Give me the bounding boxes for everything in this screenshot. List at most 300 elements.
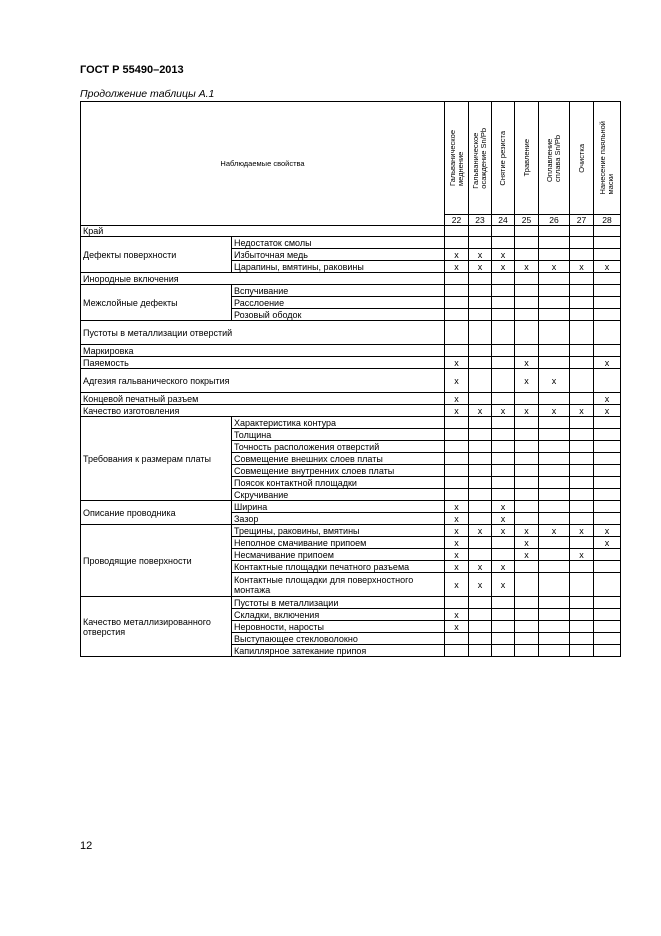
empty-cell [594, 321, 621, 345]
property-subitem: Точность расположения отверстий [232, 441, 445, 453]
table-row [81, 369, 621, 393]
empty-cell [515, 645, 539, 657]
mark-cell: x [539, 369, 570, 393]
mark-cell: x [445, 561, 469, 573]
page-number: 12 [80, 840, 93, 852]
column-header: Гальваническое меднение [445, 102, 469, 215]
column-number: 23 [469, 215, 492, 226]
empty-cell [515, 417, 539, 429]
property-subitem: Царапины, вмятины, раковины [232, 261, 445, 273]
empty-cell [492, 597, 515, 609]
empty-cell [594, 417, 621, 429]
empty-cell [539, 645, 570, 657]
property-subitem: Совмещение внутренних слоев платы [232, 465, 445, 477]
table-row [81, 226, 621, 237]
empty-cell [594, 226, 621, 237]
mark-cell: x [492, 513, 515, 525]
empty-cell [570, 249, 594, 261]
empty-cell [539, 226, 570, 237]
empty-cell [469, 417, 492, 429]
mark-cell: x [445, 369, 469, 393]
empty-cell [445, 453, 469, 465]
column-header: Гальваническое осаждение Sn/Pb [469, 102, 492, 215]
property-subitem: Скручивание [232, 489, 445, 501]
column-header: Очистка [570, 102, 594, 215]
empty-cell [445, 345, 469, 357]
column-number: 22 [445, 215, 469, 226]
mark-cell: x [570, 525, 594, 537]
table-row [81, 501, 621, 513]
empty-cell [570, 237, 594, 249]
mark-cell: x [445, 513, 469, 525]
empty-cell [469, 285, 492, 297]
mark-cell: x [469, 561, 492, 573]
empty-cell [469, 321, 492, 345]
mark-cell: x [539, 525, 570, 537]
empty-cell [515, 573, 539, 597]
property-category: Концевой печатный разъем [81, 393, 445, 405]
mark-cell: x [445, 573, 469, 597]
column-number: 26 [539, 215, 570, 226]
empty-cell [515, 633, 539, 645]
empty-cell [539, 501, 570, 513]
empty-cell [539, 345, 570, 357]
mark-cell: x [445, 537, 469, 549]
empty-cell [469, 297, 492, 309]
empty-cell [469, 429, 492, 441]
table-row [81, 417, 621, 429]
mark-cell: x [469, 261, 492, 273]
property-subitem: Складки, включения [232, 609, 445, 621]
mark-cell: x [445, 357, 469, 369]
empty-cell [469, 489, 492, 501]
empty-cell [594, 441, 621, 453]
empty-cell [594, 477, 621, 489]
empty-cell [492, 465, 515, 477]
property-category: Требования к размерам платы [81, 417, 232, 501]
mark-cell: x [492, 501, 515, 513]
empty-cell [539, 249, 570, 261]
empty-cell [570, 273, 594, 285]
table-row [81, 237, 621, 249]
empty-cell [539, 273, 570, 285]
property-category: Паяемость [81, 357, 445, 369]
empty-cell [515, 621, 539, 633]
empty-cell [539, 633, 570, 645]
column-number: 28 [594, 215, 621, 226]
mark-cell: x [492, 249, 515, 261]
empty-cell [570, 621, 594, 633]
empty-cell [570, 513, 594, 525]
empty-cell [445, 297, 469, 309]
property-category: Межслойные дефекты [81, 285, 232, 321]
empty-cell [469, 441, 492, 453]
empty-cell [492, 633, 515, 645]
empty-cell [570, 321, 594, 345]
property-subitem: Пустоты в металлизации [232, 597, 445, 609]
empty-cell [539, 573, 570, 597]
column-number: 24 [492, 215, 515, 226]
property-category: Край [81, 226, 445, 237]
empty-cell [469, 393, 492, 405]
empty-cell [515, 489, 539, 501]
empty-cell [539, 537, 570, 549]
empty-cell [445, 285, 469, 297]
mark-cell: x [469, 249, 492, 261]
mark-cell: x [594, 261, 621, 273]
mark-cell: x [594, 405, 621, 417]
column-header: Оплавление сплава Sn/Pb [539, 102, 570, 215]
empty-cell [570, 429, 594, 441]
empty-cell [469, 357, 492, 369]
column-header: Травление [515, 102, 539, 215]
empty-cell [469, 609, 492, 621]
property-category: Качество металлизированного отверстия [81, 597, 232, 657]
empty-cell [570, 393, 594, 405]
empty-cell [492, 345, 515, 357]
header-row [81, 102, 621, 215]
empty-cell [570, 645, 594, 657]
mark-cell: x [594, 357, 621, 369]
empty-cell [570, 537, 594, 549]
mark-cell: x [445, 261, 469, 273]
empty-cell [594, 633, 621, 645]
empty-cell [515, 429, 539, 441]
empty-cell [469, 633, 492, 645]
mark-cell: x [594, 525, 621, 537]
mark-cell: x [515, 537, 539, 549]
table-row [81, 285, 621, 297]
empty-cell [539, 621, 570, 633]
mark-cell: x [492, 561, 515, 573]
empty-cell [469, 621, 492, 633]
empty-cell [445, 633, 469, 645]
empty-cell [445, 477, 469, 489]
empty-cell [594, 453, 621, 465]
empty-cell [570, 285, 594, 297]
property-subitem: Расслоение [232, 297, 445, 309]
mark-cell: x [515, 549, 539, 561]
empty-cell [492, 429, 515, 441]
mark-cell: x [445, 405, 469, 417]
table-continuation-caption: Продолжение таблицы А.1 [80, 88, 215, 100]
property-subitem: Недостаток смолы [232, 237, 445, 249]
mark-cell: x [492, 573, 515, 597]
table-row [81, 393, 621, 405]
empty-cell [594, 429, 621, 441]
empty-cell [539, 237, 570, 249]
empty-cell [492, 621, 515, 633]
property-subitem: Выступающее стекловолокно [232, 633, 445, 645]
empty-cell [469, 237, 492, 249]
empty-cell [469, 345, 492, 357]
empty-cell [492, 369, 515, 393]
empty-cell [515, 393, 539, 405]
empty-cell [492, 609, 515, 621]
mark-cell: x [469, 573, 492, 597]
mark-cell: x [515, 405, 539, 417]
empty-cell [594, 237, 621, 249]
property-category: Инородные включения [81, 273, 445, 285]
empty-cell [445, 645, 469, 657]
empty-cell [469, 273, 492, 285]
empty-cell [594, 645, 621, 657]
empty-cell [594, 549, 621, 561]
empty-cell [492, 645, 515, 657]
empty-cell [445, 237, 469, 249]
empty-cell [594, 309, 621, 321]
empty-cell [469, 597, 492, 609]
empty-cell [515, 309, 539, 321]
empty-cell [515, 501, 539, 513]
property-category: Описание проводника [81, 501, 232, 525]
empty-cell [492, 273, 515, 285]
empty-cell [445, 465, 469, 477]
empty-cell [492, 285, 515, 297]
column-number: 25 [515, 215, 539, 226]
empty-cell [539, 513, 570, 525]
property-subitem: Избыточная медь [232, 249, 445, 261]
property-subitem: Контактные площадки для поверхностного монтажа [232, 573, 445, 597]
empty-cell [515, 249, 539, 261]
table-row [81, 345, 621, 357]
empty-cell [594, 597, 621, 609]
empty-cell [469, 501, 492, 513]
property-category: Проводящие поверхности [81, 525, 232, 597]
mark-cell: x [594, 393, 621, 405]
mark-cell: x [445, 249, 469, 261]
mark-cell: x [445, 621, 469, 633]
property-subitem: Характеристика контура [232, 417, 445, 429]
empty-cell [469, 477, 492, 489]
empty-cell [515, 561, 539, 573]
empty-cell [492, 453, 515, 465]
empty-cell [492, 309, 515, 321]
empty-cell [570, 357, 594, 369]
empty-cell [570, 441, 594, 453]
empty-cell [492, 393, 515, 405]
empty-cell [492, 237, 515, 249]
mark-cell: x [515, 261, 539, 273]
empty-cell [492, 549, 515, 561]
empty-cell [445, 429, 469, 441]
empty-cell [515, 609, 539, 621]
empty-cell [539, 441, 570, 453]
property-subitem: Трещины, раковины, вмятины [232, 525, 445, 537]
empty-cell [492, 441, 515, 453]
empty-cell [594, 573, 621, 597]
empty-cell [445, 489, 469, 501]
empty-cell [539, 489, 570, 501]
mark-cell: x [445, 609, 469, 621]
empty-cell [539, 393, 570, 405]
empty-cell [539, 465, 570, 477]
empty-cell [469, 537, 492, 549]
empty-cell [570, 597, 594, 609]
empty-cell [594, 345, 621, 357]
properties-table [80, 101, 621, 657]
mark-cell: x [570, 405, 594, 417]
empty-cell [469, 226, 492, 237]
property-subitem: Толщина [232, 429, 445, 441]
mark-cell: x [515, 369, 539, 393]
property-subitem: Неровности, наросты [232, 621, 445, 633]
property-category: Дефекты поверхности [81, 237, 232, 273]
empty-cell [539, 549, 570, 561]
empty-cell [570, 477, 594, 489]
empty-cell [539, 309, 570, 321]
empty-cell [594, 297, 621, 309]
empty-cell [570, 465, 594, 477]
property-subitem: Поясок контактной площадки [232, 477, 445, 489]
empty-cell [515, 441, 539, 453]
empty-cell [570, 226, 594, 237]
empty-cell [539, 357, 570, 369]
empty-cell [570, 297, 594, 309]
mark-cell: x [539, 261, 570, 273]
property-category: Пустоты в металлизации отверстий [81, 321, 445, 345]
empty-cell [594, 465, 621, 477]
empty-cell [570, 633, 594, 645]
mark-cell: x [469, 405, 492, 417]
empty-cell [515, 321, 539, 345]
mark-cell: x [515, 525, 539, 537]
empty-cell [539, 609, 570, 621]
mark-cell: x [445, 525, 469, 537]
mark-cell: x [492, 261, 515, 273]
empty-cell [594, 249, 621, 261]
empty-cell [594, 621, 621, 633]
empty-cell [594, 513, 621, 525]
empty-cell [515, 465, 539, 477]
empty-cell [539, 285, 570, 297]
empty-cell [469, 549, 492, 561]
column-number: 27 [570, 215, 594, 226]
empty-cell [469, 369, 492, 393]
empty-cell [515, 477, 539, 489]
empty-cell [570, 309, 594, 321]
empty-cell [492, 537, 515, 549]
empty-cell [492, 297, 515, 309]
empty-cell [539, 417, 570, 429]
property-subitem: Вспучивание [232, 285, 445, 297]
empty-cell [570, 561, 594, 573]
empty-cell [492, 417, 515, 429]
empty-cell [570, 609, 594, 621]
mark-cell: x [492, 525, 515, 537]
mark-cell: x [445, 501, 469, 513]
empty-cell [492, 489, 515, 501]
property-category: Качество изготовления [81, 405, 445, 417]
empty-cell [515, 453, 539, 465]
property-subitem: Несмачивание припоем [232, 549, 445, 561]
empty-cell [539, 561, 570, 573]
empty-cell [469, 513, 492, 525]
empty-cell [445, 226, 469, 237]
empty-cell [515, 226, 539, 237]
empty-cell [594, 369, 621, 393]
table-row [81, 273, 621, 285]
mark-cell: x [492, 405, 515, 417]
table-row [81, 321, 621, 345]
property-subitem: Зазор [232, 513, 445, 525]
header-title: Наблюдаемые свойства [81, 102, 445, 226]
property-subitem: Ширина [232, 501, 445, 513]
empty-cell [492, 226, 515, 237]
mark-cell: x [445, 393, 469, 405]
empty-cell [570, 417, 594, 429]
mark-cell: x [445, 549, 469, 561]
mark-cell: x [570, 549, 594, 561]
empty-cell [445, 321, 469, 345]
property-subitem: Контактные площадки печатного разъема [232, 561, 445, 573]
column-header: Снятие резиста [492, 102, 515, 215]
empty-cell [492, 321, 515, 345]
mark-cell: x [539, 405, 570, 417]
property-category: Маркировка [81, 345, 445, 357]
table-body [81, 102, 621, 657]
table-row [81, 597, 621, 609]
empty-cell [594, 501, 621, 513]
empty-cell [445, 441, 469, 453]
table-row [81, 525, 621, 537]
empty-cell [445, 309, 469, 321]
empty-cell [515, 273, 539, 285]
property-subitem: Розовый ободок [232, 309, 445, 321]
empty-cell [570, 345, 594, 357]
property-subitem: Неполное смачивание припоем [232, 537, 445, 549]
empty-cell [539, 477, 570, 489]
mark-cell: x [469, 525, 492, 537]
property-category: Адгезия гальванического покрытия [81, 369, 445, 393]
table-row [81, 357, 621, 369]
empty-cell [539, 429, 570, 441]
empty-cell [594, 285, 621, 297]
empty-cell [570, 453, 594, 465]
empty-cell [469, 645, 492, 657]
empty-cell [539, 297, 570, 309]
empty-cell [594, 273, 621, 285]
empty-cell [594, 609, 621, 621]
empty-cell [515, 285, 539, 297]
property-subitem: Совмещение внешних слоев платы [232, 453, 445, 465]
empty-cell [594, 489, 621, 501]
column-header: Нанесение паяльной маски [594, 102, 621, 215]
mark-cell: x [570, 261, 594, 273]
empty-cell [539, 597, 570, 609]
empty-cell [445, 273, 469, 285]
property-subitem: Капиллярное затекание припоя [232, 645, 445, 657]
empty-cell [515, 345, 539, 357]
empty-cell [570, 573, 594, 597]
empty-cell [539, 321, 570, 345]
empty-cell [515, 513, 539, 525]
empty-cell [570, 501, 594, 513]
document-code: ГОСТ Р 55490–2013 [80, 64, 184, 76]
empty-cell [492, 477, 515, 489]
empty-cell [469, 453, 492, 465]
mark-cell: x [594, 537, 621, 549]
empty-cell [570, 369, 594, 393]
empty-cell [594, 561, 621, 573]
empty-cell [469, 309, 492, 321]
empty-cell [515, 237, 539, 249]
table-row [81, 405, 621, 417]
mark-cell: x [515, 357, 539, 369]
empty-cell [469, 465, 492, 477]
empty-cell [515, 297, 539, 309]
empty-cell [570, 489, 594, 501]
